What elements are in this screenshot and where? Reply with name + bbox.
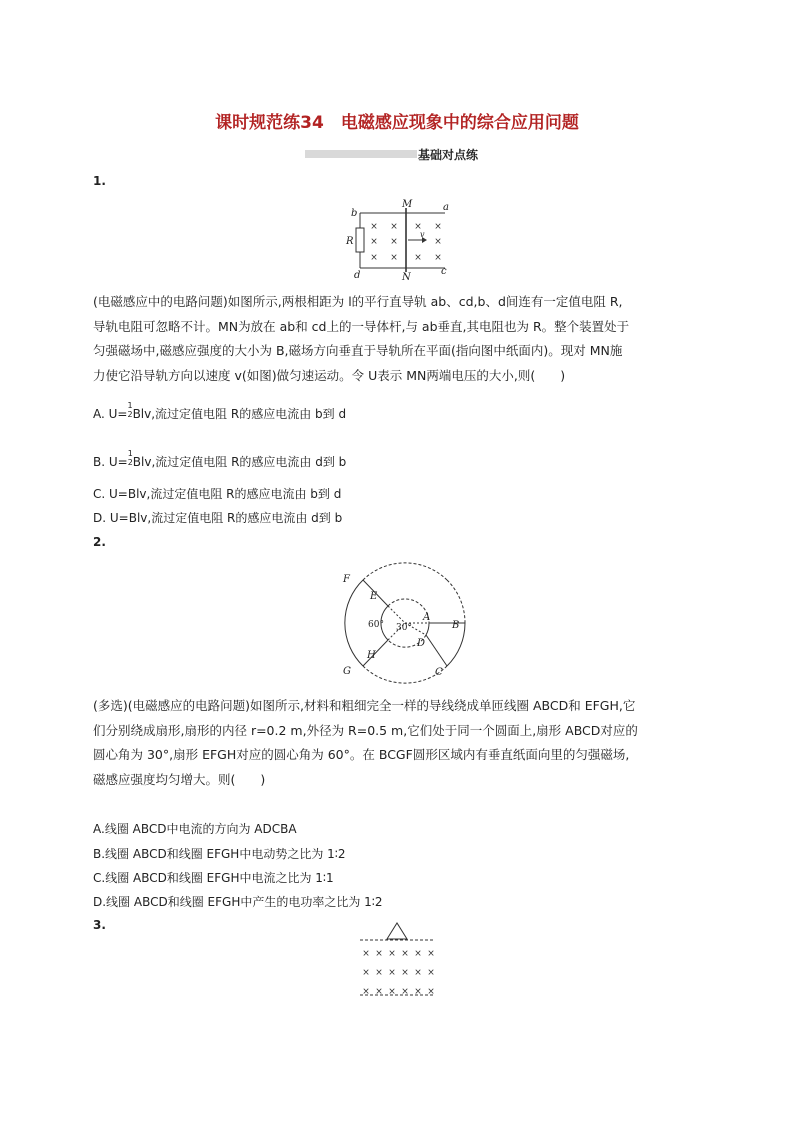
q3-triangle-figure	[355, 915, 445, 1000]
svg-text:×: ×	[427, 987, 435, 997]
svg-text:A: A	[423, 612, 431, 623]
svg-text:×: ×	[427, 949, 435, 959]
question-1-number: 1.	[93, 174, 106, 188]
svg-text:×: ×	[375, 987, 383, 997]
svg-text:×: ×	[362, 949, 370, 959]
triangle-loop-icon	[387, 923, 407, 939]
q2-option-a[interactable]: A.线圈 ABCD中电流的方向为 ADCBA	[93, 822, 297, 836]
svg-text:×: ×	[427, 968, 435, 978]
question-2-number: 2.	[93, 535, 106, 549]
svg-text:G: G	[343, 666, 351, 677]
svg-text:E: E	[370, 591, 378, 602]
q2-option-b[interactable]: B.线圈 ABCD和线圈 EFGH中电动势之比为 1∶2	[93, 847, 346, 861]
svg-text:×: ×	[375, 949, 383, 959]
svg-text:×: ×	[434, 222, 442, 232]
svg-text:×: ×	[401, 987, 409, 997]
svg-text:×: ×	[390, 253, 398, 263]
svg-text:×: ×	[370, 253, 378, 263]
svg-text:×: ×	[388, 987, 396, 997]
svg-text:R: R	[346, 236, 354, 247]
fraction: 1 2	[127, 400, 133, 419]
svg-text:×: ×	[362, 968, 370, 978]
svg-text:D: D	[417, 638, 426, 649]
q1-option-a[interactable]: A. U= 1 2 Blv,流过定值电阻 R的感应电流由 b到 d	[93, 400, 347, 421]
svg-text:v: v	[420, 230, 425, 239]
fraction: 1 2	[127, 448, 133, 467]
svg-text:a: a	[443, 202, 449, 213]
q2-stem: (多选)(电磁感应的电路问题)如图所示,材料和粗细完全一样的导线绕成单匝线圈 ABCD和 EFGH,它 们分别绕成扇形,扇形的内径 r=0.2 m,外径为 R=0.5 m,它们处于同一个圆面上,扇形 ABCD对应的 圆心角为 30°,扇形 EFGH对应的圆心角为 60°。在 BCGF圆形区域内有垂直纸面向里的匀强磁场, 磁感应强度均匀增大。则( )	[93, 698, 638, 787]
q2-option-d[interactable]: D.线圈 ABCD和线圈 EFGH中产生的电功率之比为 1∶2	[93, 895, 383, 909]
svg-text:×: ×	[414, 222, 422, 232]
svg-text:B: B	[452, 620, 460, 631]
svg-text:F: F	[343, 574, 350, 585]
svg-text:×: ×	[362, 987, 370, 997]
page-title: 课时规范练34 电磁感应现象中的综合应用问题	[215, 113, 579, 133]
q1-option-b[interactable]: B. U= 1 2 Blv,流过定值电阻 R的感应电流由 d到 b	[93, 448, 347, 469]
question-3-number: 3.	[93, 918, 106, 932]
svg-text:×: ×	[375, 968, 383, 978]
q2-sector-figure	[330, 560, 480, 685]
section-label: 基础对点练	[418, 148, 479, 162]
q1-option-c[interactable]: C. U=Blv,流过定值电阻 R的感应电流由 b到 d	[93, 487, 342, 501]
svg-text:×: ×	[370, 222, 378, 232]
svg-text:×: ×	[434, 253, 442, 263]
svg-text:d: d	[354, 270, 361, 281]
svg-text:60°: 60°	[368, 620, 384, 630]
svg-text:×: ×	[388, 949, 396, 959]
q1-stem: (电磁感应中的电路问题)如图所示,两根相距为 l的平行直导轨 ab、cd,b、d间连有一定值电阻 R, 导轨电阻可忽略不计。MN为放在 ab和 cd上的一导体杆,与 ab垂直,其电阻也为 R。整个装置处于 匀强磁场中,磁感应强度的大小为 B,磁场方向垂直于导轨所在平面(指向图中纸面内)。现对 MN施 力使它沿导轨方向以速度 v(如图)做匀速运动。令 U表示 MN两端电压的大小,则( )	[93, 294, 630, 383]
q1-circuit-figure	[340, 198, 460, 283]
svg-text:×: ×	[401, 968, 409, 978]
svg-text:M: M	[402, 199, 413, 210]
resistor-icon	[356, 228, 364, 252]
svg-text:×: ×	[414, 987, 422, 997]
section-bar	[305, 150, 417, 158]
svg-text:×: ×	[401, 949, 409, 959]
svg-text:×: ×	[370, 237, 378, 247]
svg-text:b: b	[351, 208, 358, 219]
q1-option-d[interactable]: D. U=Blv,流过定值电阻 R的感应电流由 d到 b	[93, 511, 343, 525]
svg-text:×: ×	[388, 968, 396, 978]
svg-text:N: N	[402, 272, 411, 283]
svg-text:×: ×	[414, 253, 422, 263]
svg-text:×: ×	[414, 949, 422, 959]
svg-text:C: C	[435, 667, 443, 678]
svg-text:H: H	[367, 650, 376, 661]
q2-option-c[interactable]: C.线圈 ABCD和线圈 EFGH中电流之比为 1∶1	[93, 871, 334, 885]
svg-text:×: ×	[390, 237, 398, 247]
svg-text:×: ×	[390, 222, 398, 232]
svg-text:×: ×	[434, 237, 442, 247]
svg-text:c: c	[441, 266, 447, 277]
svg-text:30°: 30°	[396, 623, 412, 633]
svg-text:×: ×	[414, 968, 422, 978]
